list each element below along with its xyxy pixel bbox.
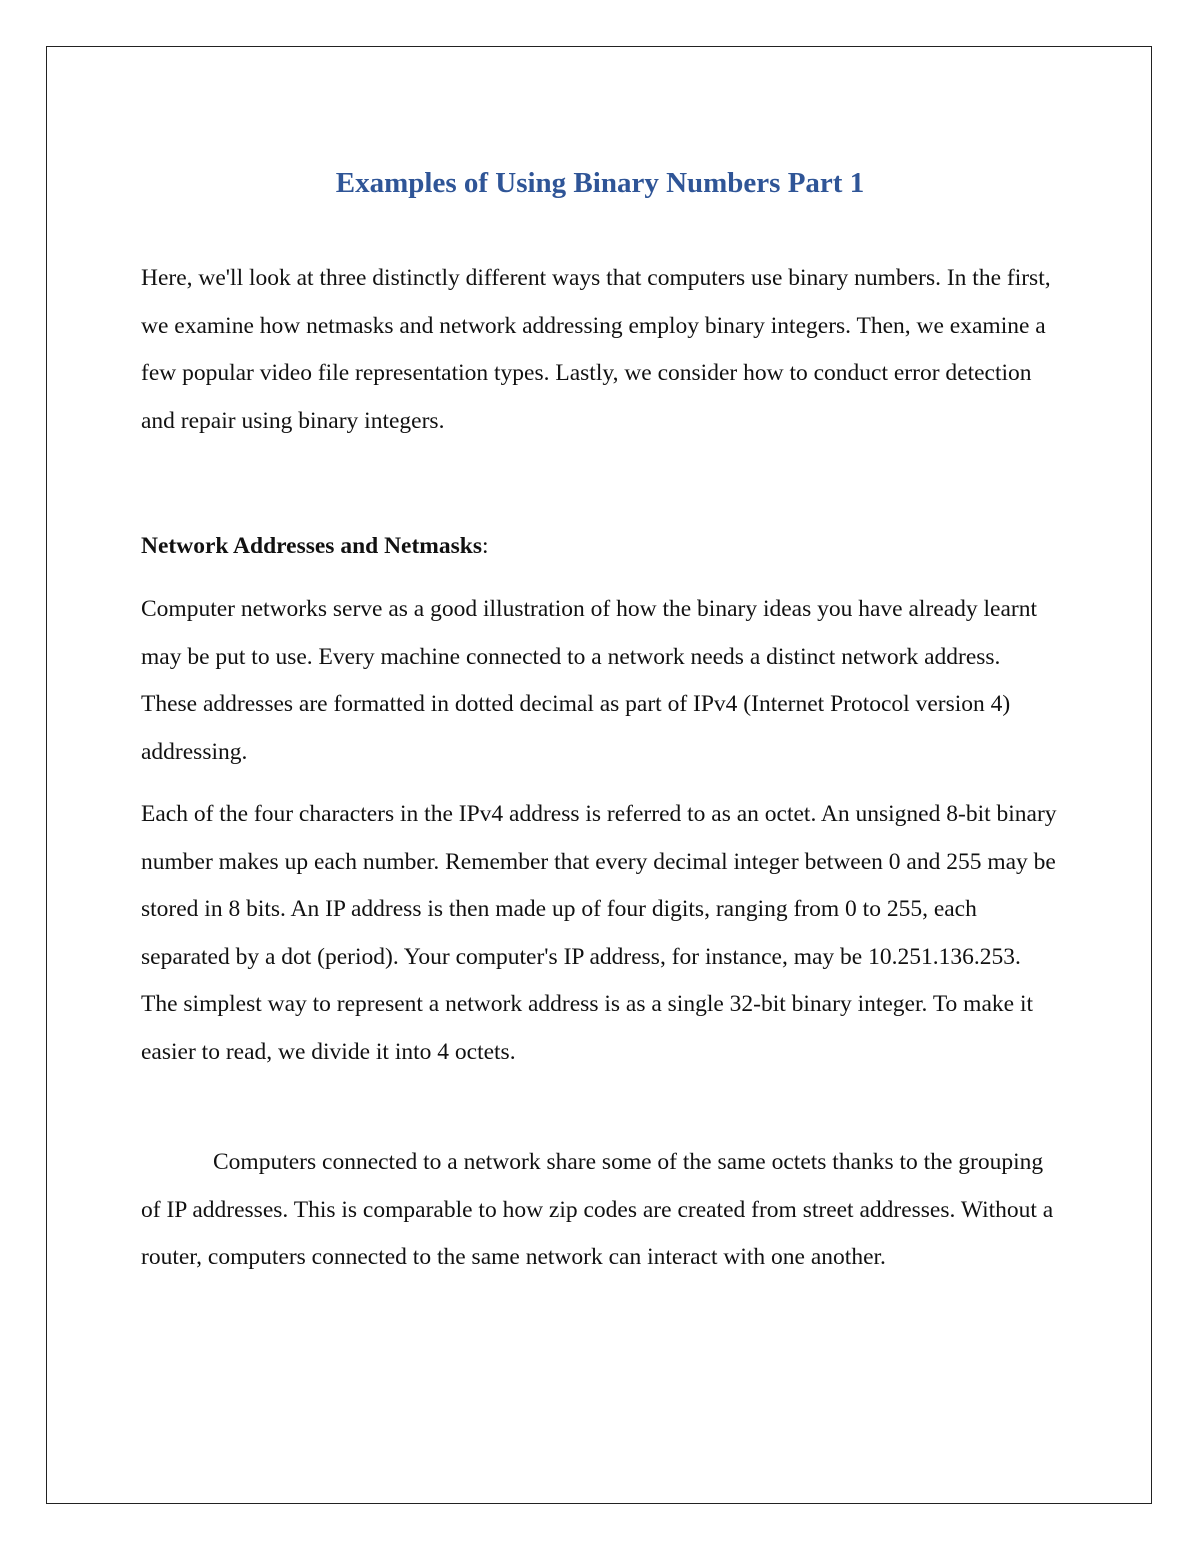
section-heading-text: Network Addresses and Netmasks (141, 533, 482, 559)
intro-paragraph: Here, we'll look at three distinctly different ways that computers use binary numbers. In the first, we examine how netmasks and network addressing employ binary integers. Then, we examine a few popular video file representation types. Lastly, we consider how to conduct error detection and repair using binary integers. (141, 265, 1051, 434)
section-heading (141, 523, 1061, 571)
body-paragraph-1: Computer networks serve as a good illustration of how the binary ideas you have already learnt may be put to use. Every machine connected to a network needs a distinct network address. These addresses are formatted in dotted decimal as part of IPv4 (Internet Protocol version 4) addressing. (141, 596, 1038, 765)
document-title: Examples of Using Binary Numbers Part 1 (335, 167, 865, 199)
section-heading-colon: : (482, 533, 489, 559)
body-paragraph-2: Each of the four characters in the IPv4 address is referred to as an octet. An unsigned 8-bit binary number makes up each number. Remember that every decimal integer between 0 and 255 may be stored in 8 bits. An IP address is then made up of four digits, ranging from 0 to 255, each separated by a dot (period). Your computer's IP address, for instance, may be 10.251.136.253. The simplest way to represent a network address is as a single 32-bit binary integer. To make it easier to read, we divide it into 4 octets. (141, 801, 1057, 1065)
body-paragraph-3: Computers connected to a network share some of the same octets thanks to the grouping of IP addresses. This is comparable to how zip codes are created from street addresses. Without a router, computers connected to the same network can interact with one another. (141, 1149, 1054, 1270)
